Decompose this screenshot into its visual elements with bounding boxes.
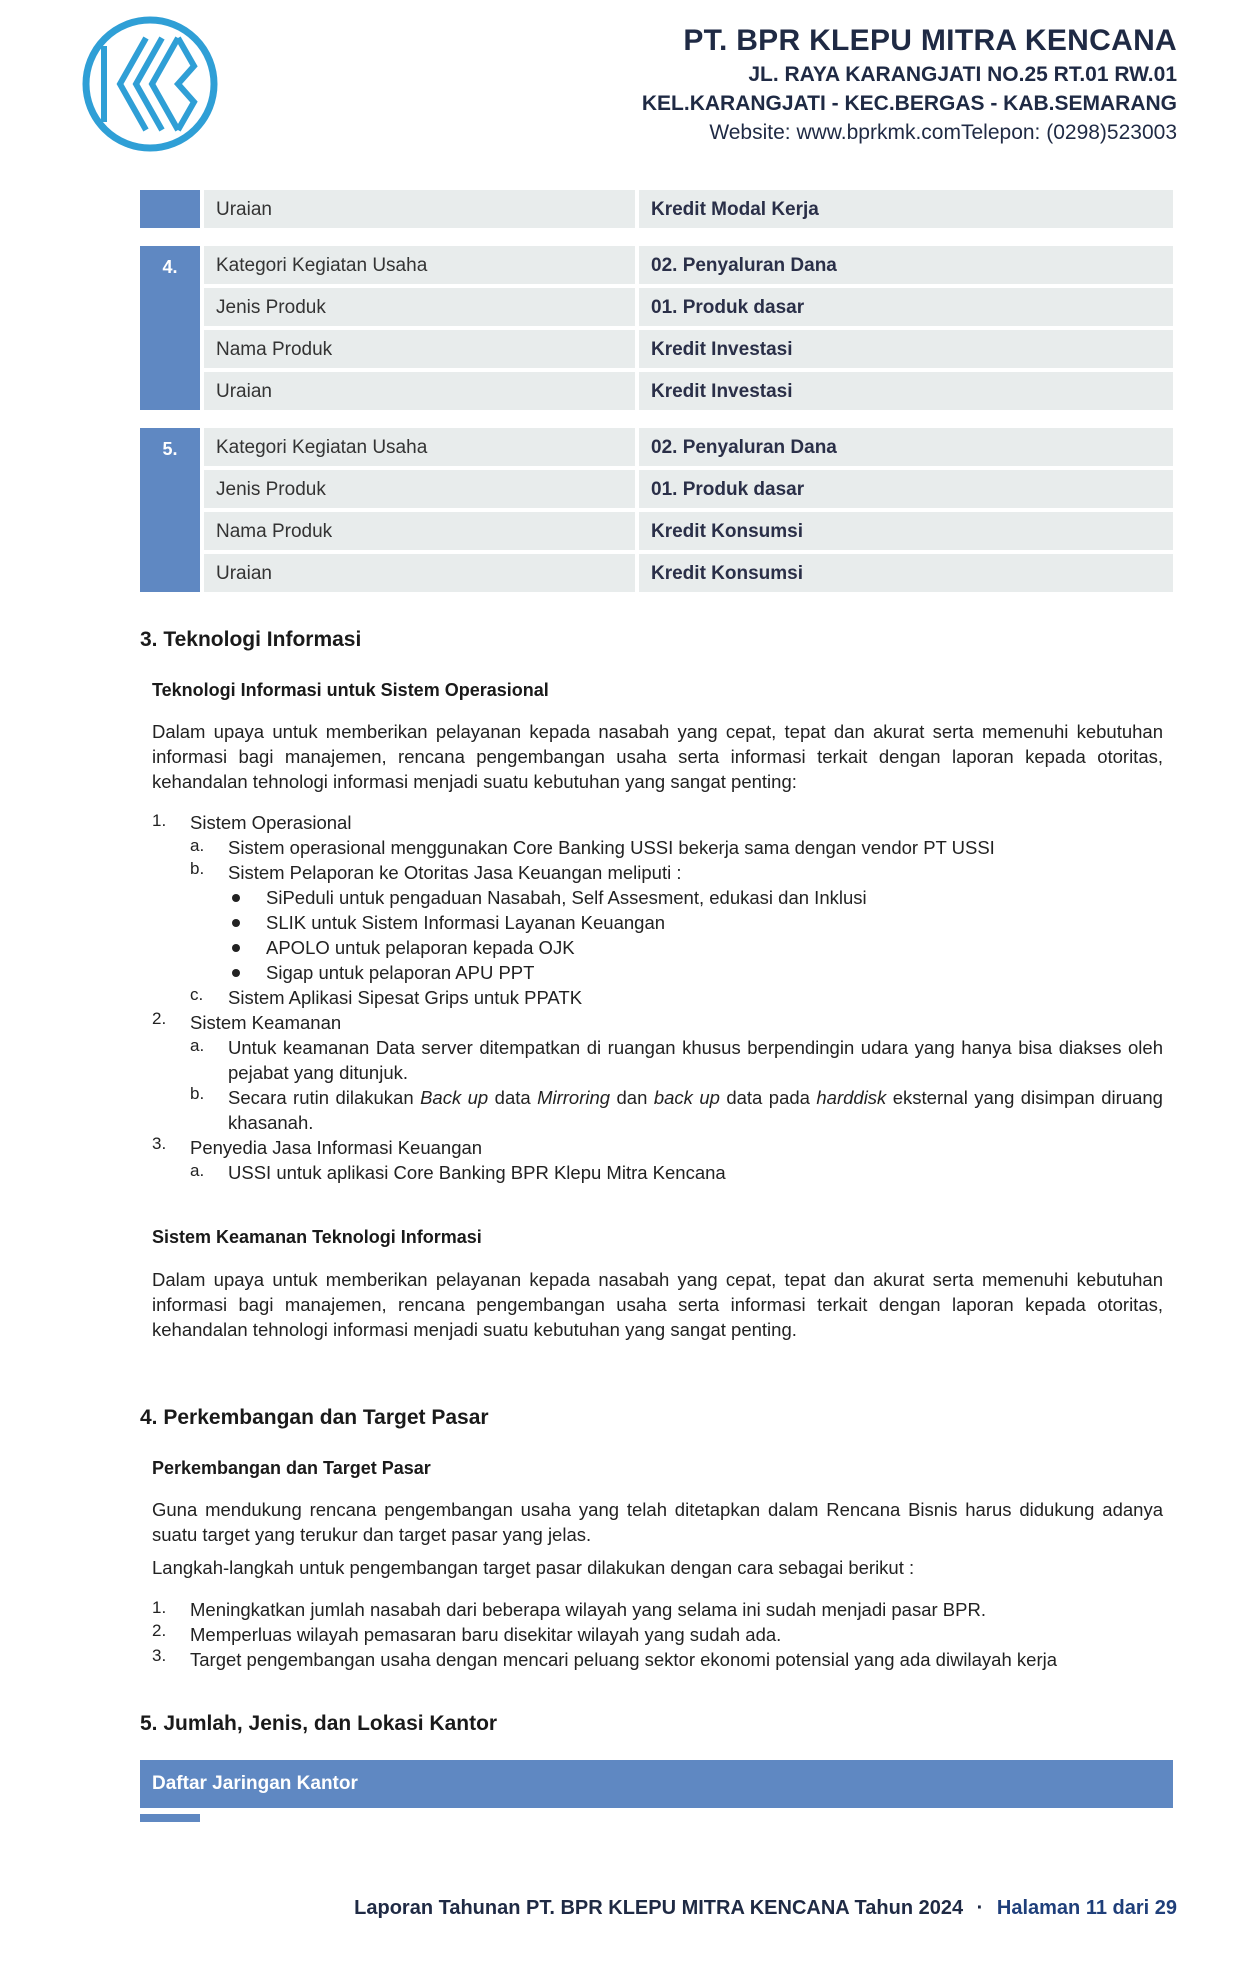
paragraph: Dalam upaya untuk memberikan pelayanan kepada nasabah yang cepat, tepat dan akurat serta memenuhi kebutuhan informasi bagi manajemen, rencana pengembangan usaha serta informasi terkait dengan laporan kepada otoritas, kehandalan tehnologi informasi menjadi suatu kebutuhan yang sangat penting. [152, 1269, 1163, 1340]
row-number-cell: 5. [140, 428, 200, 592]
product-value: Kredit Konsumsi [639, 554, 1173, 592]
contact-line: Website: www.bprkmk.comTelepon: (0298)523003 [709, 121, 1177, 144]
address-line-2: KEL.KARANGJATI - KEC.BERGAS - KAB.SEMARANG [641, 92, 1177, 115]
subsection-title: Teknologi Informasi untuk Sistem Operasional [152, 680, 549, 700]
list-marker: 1. [152, 1598, 167, 1617]
list-marker: a. [190, 836, 205, 855]
row-number-cell [140, 190, 200, 228]
product-row [204, 512, 1173, 550]
bullet-icon [232, 969, 240, 977]
product-row [204, 330, 1173, 368]
product-label: Uraian [204, 372, 635, 410]
company-name: PT. BPR KLEPU MITRA KENCANA [683, 24, 1177, 57]
bullet-icon [232, 894, 240, 902]
list-item: Sistem Aplikasi Sipesat Grips untuk PPATK [228, 987, 583, 1008]
list-item: Sistem Keamanan [190, 1012, 342, 1033]
list-item: Secara rutin dilakukan Back up data Mirroring dan back up data pada harddisk eksternal yang disimpan diruang khasanah. [228, 1087, 1163, 1133]
bullet-icon [232, 944, 240, 952]
product-label: Kategori Kegiatan Usaha [204, 246, 635, 284]
paragraph: Langkah-langkah untuk pengembangan target pasar dilakukan dengan cara sebagai berikut : [152, 1557, 915, 1578]
list-marker: b. [190, 859, 205, 878]
list-item: Memperluas wilayah pemasaran baru disekitar wilayah yang sudah ada. [190, 1624, 782, 1645]
section-title: 5. Jumlah, Jenis, dan Lokasi Kantor [140, 1712, 498, 1735]
address-line-1: JL. RAYA KARANGJATI NO.25 RT.01 RW.01 [748, 63, 1177, 86]
list-marker: a. [190, 1161, 205, 1180]
list-marker: 2. [152, 1009, 167, 1028]
product-value: 02. Penyaluran Dana [639, 428, 1173, 466]
product-row [204, 246, 1173, 284]
product-row [204, 470, 1173, 508]
report-title: Laporan Tahunan PT. BPR KLEPU MITRA KENCANA Tahun 2024 [354, 1897, 964, 1919]
row-number-cell: 4. [140, 246, 200, 410]
product-label: Jenis Produk [204, 288, 635, 326]
footer-separator: · [976, 1897, 984, 1919]
section-title: 3. Teknologi Informasi [140, 628, 362, 651]
list-item: Penyedia Jasa Informasi Keuangan [190, 1137, 483, 1158]
list-item: Meningkatkan jumlah nasabah dari beberapa wilayah yang selama ini sudah menjadi pasar BPR. [190, 1599, 986, 1620]
bullet-icon [232, 919, 240, 927]
list-marker: 2. [152, 1621, 167, 1640]
list-item: SLIK untuk Sistem Informasi Layanan Keuangan [266, 912, 666, 933]
office-network-table-header: Daftar Jaringan Kantor [140, 1760, 1173, 1808]
list-item: Sistem Pelaporan ke Otoritas Jasa Keuangan meliputi : [228, 862, 682, 883]
list-marker: 3. [152, 1134, 167, 1153]
product-value: Kredit Modal Kerja [639, 190, 1173, 228]
product-value: Kredit Konsumsi [639, 512, 1173, 550]
list-marker: 3. [152, 1646, 167, 1665]
product-row [204, 288, 1173, 326]
product-label: Nama Produk [204, 330, 635, 368]
product-row [204, 554, 1173, 592]
list-item: Sistem Operasional [190, 812, 352, 833]
subsection-title: Sistem Keamanan Teknologi Informasi [152, 1227, 482, 1247]
list-marker: a. [190, 1036, 205, 1055]
product-row [204, 428, 1173, 466]
product-label: Uraian [204, 554, 635, 592]
product-value: Kredit Investasi [639, 372, 1173, 410]
list-item: Target pengembangan usaha dengan mencari peluang sektor ekonomi potensial yang ada diwilayah kerja [190, 1649, 1057, 1670]
section-title: 4. Perkembangan dan Target Pasar [140, 1406, 489, 1429]
table-number-cell [140, 1814, 200, 1822]
product-label: Uraian [204, 190, 635, 228]
list-item: APOLO untuk pelaporan kepada OJK [266, 937, 575, 958]
product-label: Nama Produk [204, 512, 635, 550]
list-item: USSI untuk aplikasi Core Banking BPR Klepu Mitra Kencana [228, 1162, 726, 1183]
product-row [204, 190, 1173, 228]
list-marker: c. [190, 985, 204, 1004]
list-item: Sistem operasional menggunakan Core Banking USSI bekerja sama dengan vendor PT USSI [228, 837, 995, 858]
company-logo-icon [82, 16, 218, 152]
product-row [204, 372, 1173, 410]
page-number: Halaman 11 dari 29 [996, 1897, 1177, 1919]
list-item: SiPeduli untuk pengaduan Nasabah, Self Assesment, edukasi dan Inklusi [266, 887, 867, 908]
page-footer [354, 1897, 1177, 1920]
product-label: Kategori Kegiatan Usaha [204, 428, 635, 466]
product-value: 01. Produk dasar [639, 470, 1173, 508]
product-value: 01. Produk dasar [639, 288, 1173, 326]
list-item: Sigap untuk pelaporan APU PPT [266, 962, 535, 983]
list-marker: b. [190, 1084, 205, 1103]
product-value: 02. Penyaluran Dana [639, 246, 1173, 284]
company-header [642, 22, 1177, 148]
subsection-title: Perkembangan dan Target Pasar [152, 1458, 431, 1478]
paragraph: Guna mendukung rencana pengembangan usaha yang telah ditetapkan dalam Rencana Bisnis harus didukung adanya suatu target yang terukur dan target pasar yang jelas. [152, 1499, 1163, 1545]
list-item: Untuk keamanan Data server ditempatkan di ruangan khusus berpendingin udara yang hanya bisa diakses oleh pejabat yang ditunjuk. [228, 1037, 1163, 1083]
paragraph: Dalam upaya untuk memberikan pelayanan kepada nasabah yang cepat, tepat dan akurat serta memenuhi kebutuhan informasi bagi manajemen, rencana pengembangan usaha serta informasi terkait dengan laporan kepada otoritas, kehandalan tehnologi informasi menjadi suatu kebutuhan yang sangat penting: [152, 721, 1163, 792]
product-value: Kredit Investasi [639, 330, 1173, 368]
list-marker: 1. [152, 811, 167, 830]
product-label: Jenis Produk [204, 470, 635, 508]
